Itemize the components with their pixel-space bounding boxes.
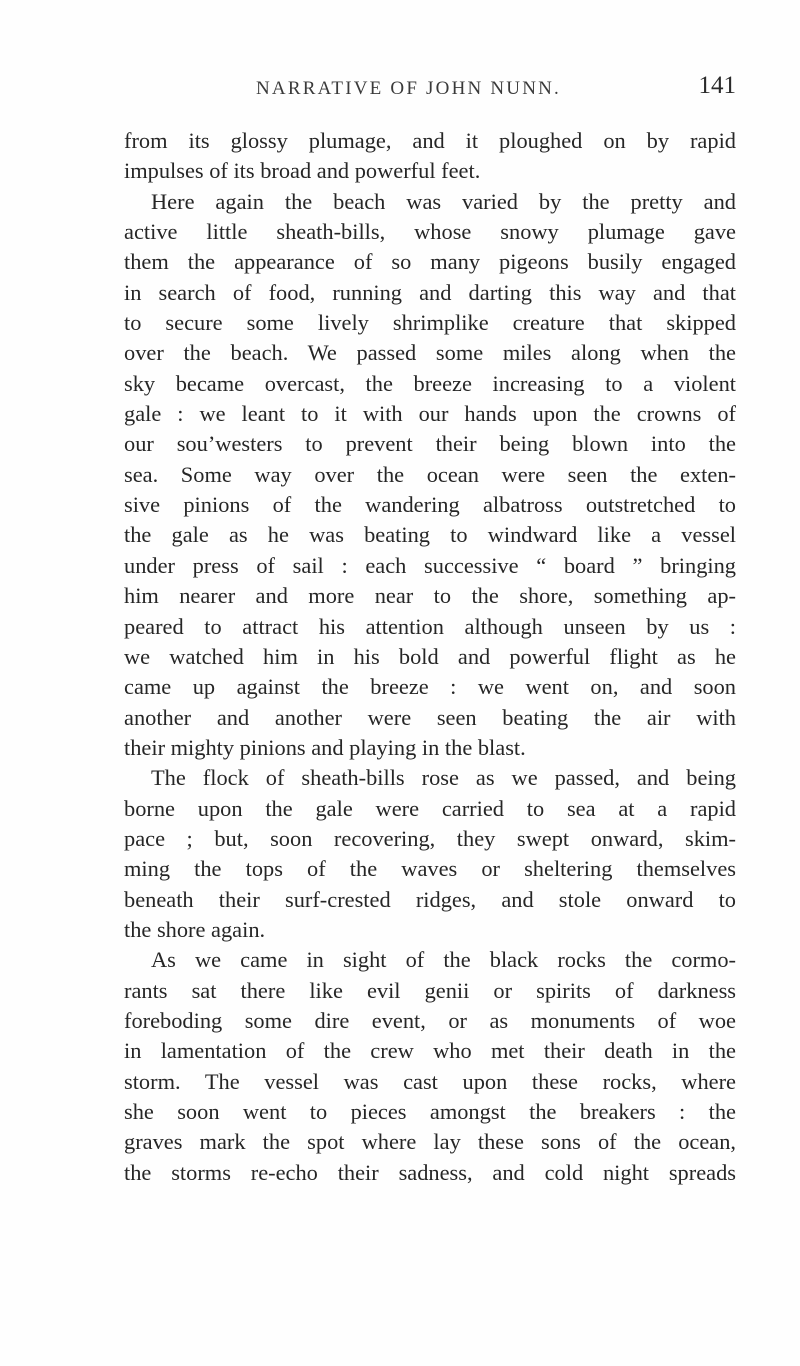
text-line: the shore again. [124, 916, 266, 942]
text-line: sky became overcast, the breeze increasing to a violent [124, 370, 736, 396]
text-line: in lamentation of the crew who met their death in the [124, 1038, 736, 1064]
text-line: peared to attract his attention although unseen by us : [124, 613, 736, 639]
text-line: beneath their surf-crested ridges, and stole onward to [124, 886, 736, 912]
running-head [124, 72, 736, 108]
text-line: Here again the beach was varied by the pretty and [151, 188, 736, 214]
text-line: pace ; but, soon recovering, they swept onward, skim- [124, 825, 736, 851]
text-line: rants sat there like evil genii or spirits of darkness [124, 977, 736, 1003]
text-line: graves mark the spot where lay these sons of the ocean, [124, 1129, 736, 1155]
text-line: our sou’westers to prevent their being blown into the [124, 431, 736, 457]
text-line: we watched him in his bold and powerful flight as he [124, 643, 736, 669]
text-line: him nearer and more near to the shore, something ap- [124, 583, 736, 609]
text-line: ming the tops of the waves or sheltering themselves [124, 856, 736, 882]
text-line: storm. The vessel was cast upon these rocks, where [124, 1068, 736, 1094]
text-line: the gale as he was beating to windward like a vessel [124, 522, 736, 548]
page-number: 141 [698, 72, 736, 99]
text-line: from its glossy plumage, and it ploughed on by rapid [124, 128, 736, 153]
text-line: to secure some lively shrimplike creature that skipped [124, 310, 736, 336]
text-line: the storms re-echo their sadness, and cold night spreads [124, 1159, 736, 1185]
text-line: impulses of its broad and powerful feet. [124, 158, 481, 184]
text-line: came up against the breeze : we went on, and soon [124, 674, 736, 700]
text-line: them the appearance of so many pigeons busily engaged [124, 249, 736, 275]
text-line: The flock of sheath-bills rose as we passed, and being [151, 765, 736, 791]
text-line: gale : we leant to it with our hands upon the crowns of [124, 401, 736, 427]
text-line: she soon went to pieces amongst the breakers : the [124, 1099, 736, 1124]
running-title: NARRATIVE OF JOHN NUNN. [256, 78, 561, 99]
text-line: under press of sail : each successive “ board ” bringing [124, 552, 736, 578]
text-line: in search of food, running and darting this way and that [124, 279, 736, 305]
text-line: sive pinions of the wandering albatross outstretched to [124, 492, 736, 518]
text-line: their mighty pinions and playing in the blast. [124, 734, 526, 760]
body-text [124, 126, 736, 1188]
text-line: over the beach. We passed some miles along when the [124, 340, 736, 366]
text-line: sea. Some way over the ocean were seen the exten- [124, 461, 736, 487]
text-line: foreboding some dire event, or as monuments of woe [124, 1007, 736, 1033]
text-line: borne upon the gale were carried to sea at a rapid [124, 795, 736, 821]
text-line: As we came in sight of the black rocks the cormo- [151, 947, 736, 973]
text-line: another and another were seen beating the air with [124, 704, 736, 730]
text-line: active little sheath-bills, whose snowy plumage gave [124, 219, 736, 245]
